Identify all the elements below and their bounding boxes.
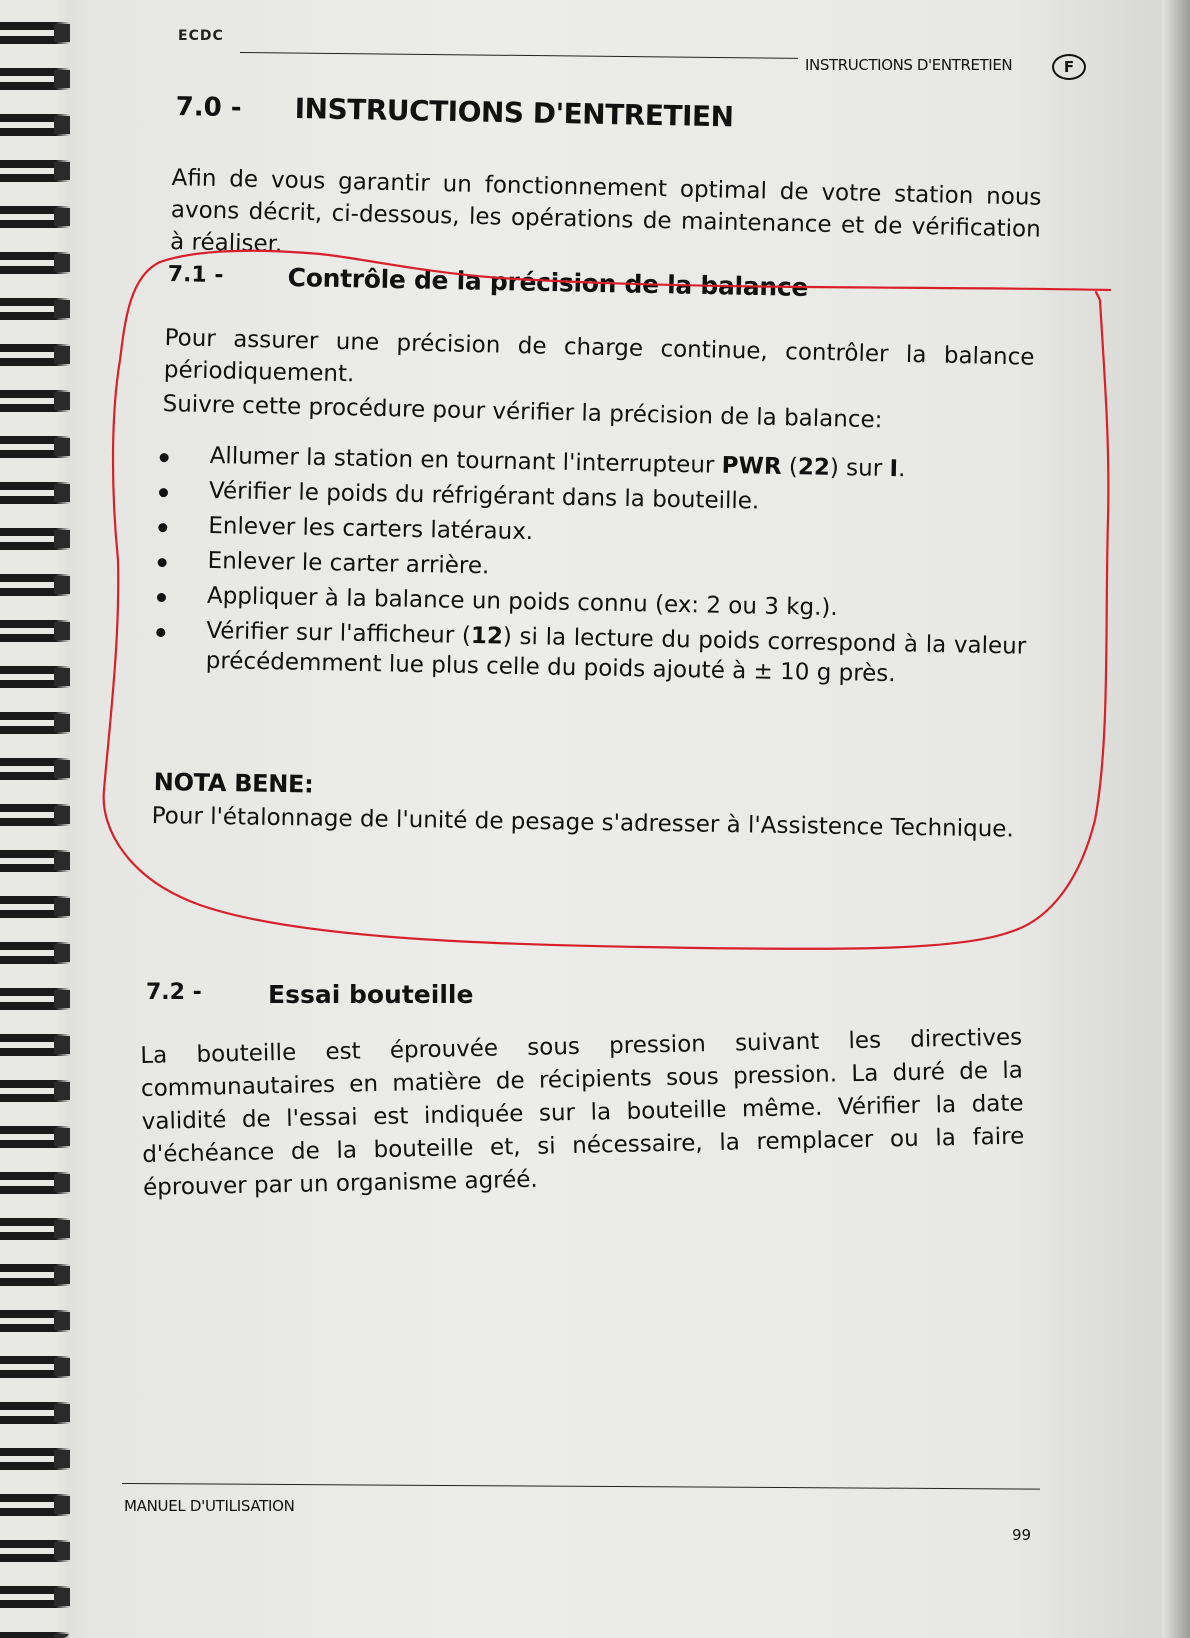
section-7-1-title: Contrôle de la précision de la balance [287,263,809,302]
page-number: 99 [1012,1526,1032,1544]
section-7-1-para2: Suivre cette procédure pour vérifier la précision de la balance: [162,390,883,434]
section-7-0-intro: Afin de vous garantir un fonctionnement optimal de votre station nous avons décrit, ci-dessous, les opérations de maintenance et de vérification à réaliser. [169,164,1042,258]
language-badge: F [1052,54,1086,80]
header-code: ECDC [178,28,224,44]
section-7-1-number: 7.1 - [167,262,224,289]
section-7-0-number: 7.0 - [175,92,242,124]
red-annotation-path [104,251,1110,949]
nota-bene-text: Pour l'étalonnage de l'unité de pesage s'adresser à l'Assistence Technique. [151,802,1014,843]
list-item: Allumer la station en tournant l'interrupteur PWR (22) sur I. [159,440,1029,487]
list-item: Enlever le carter arrière. [157,545,1027,592]
header-section-label: INSTRUCTIONS D'ENTRETIEN [805,56,1013,74]
section-7-0-title: INSTRUCTIONS D'ENTRETIEN [294,92,734,134]
list-item: Vérifier sur l'afficheur (12) si la lecture du poids correspond à la valeur précédemment lue plus celle du poids ajouté à ± 10 g près. [155,615,1026,692]
nota-bene-title: NOTA BENE: [153,768,314,799]
footer-manual-label: MANUEL D'UTILISATION [124,1497,295,1515]
section-7-2-text: La bouteille est éprouvée sous pression suivant les directives communautaires en matière de récipients sous pression. La duré de la validité de l'essai est indiquée sur la bouteille même. Vérifier la date d'échéance de la bouteille et, si nécessaire, la remplacer ou la faire éprouver par un organisme agréé. [140,1024,1025,1201]
list-item: Appliquer à la balance un poids connu (ex: 2 ou 3 kg.). [157,580,1027,627]
list-item: Vérifier le poids du réfrigérant dans la bouteille. [159,475,1029,522]
section-7-2-number: 7.2 - [146,980,202,1005]
section-7-1-para1: Pour assurer une précision de charge continue, contrôler la balance périodiquement. [163,324,1035,388]
list-item: Enlever les carters latéraux. [158,510,1028,557]
section-7-2-title: Essai bouteille [268,980,474,1009]
